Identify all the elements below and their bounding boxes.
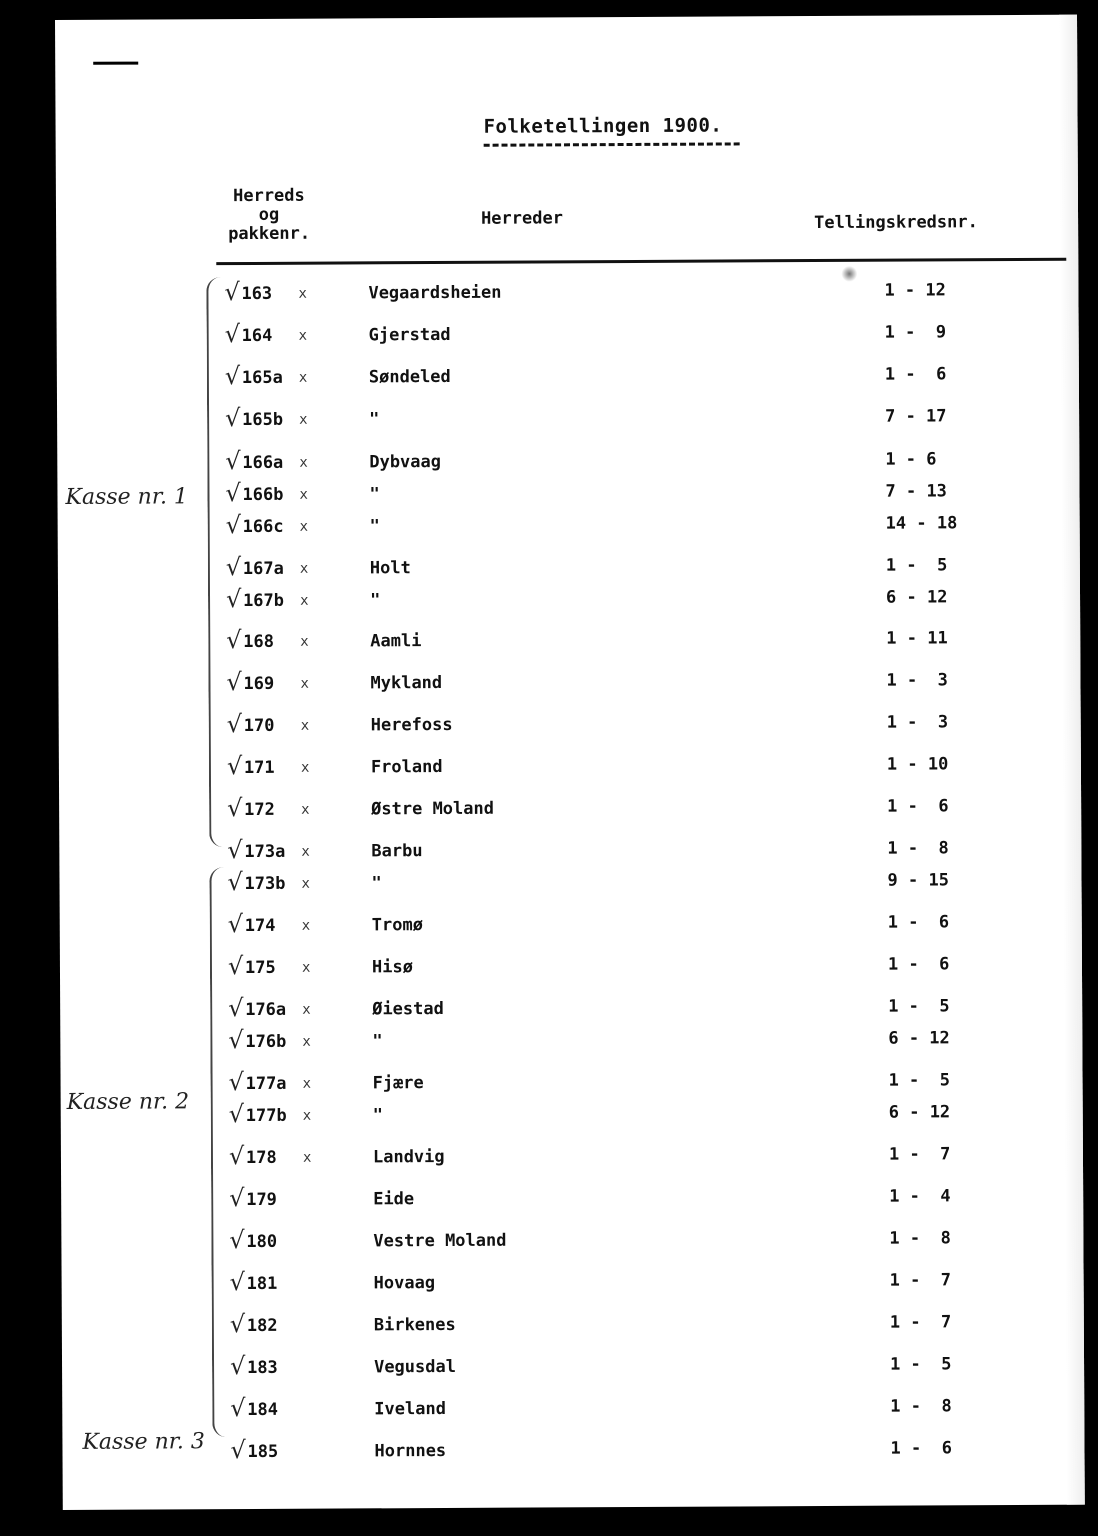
tellingskreds-range: 1 - 6 bbox=[887, 912, 950, 933]
pakke-number: 173b bbox=[244, 873, 286, 895]
herred-name: Hornnes bbox=[374, 1440, 447, 1462]
handwritten-x-mark: x bbox=[300, 592, 309, 609]
checkmark-icon: √ bbox=[227, 794, 243, 823]
checkmark-icon: √ bbox=[224, 278, 240, 307]
tellingskreds-range: 1 - 6 bbox=[887, 796, 949, 817]
checkmark-icon: √ bbox=[225, 585, 242, 614]
tellingskreds-range: 1 - 3 bbox=[886, 670, 948, 691]
header-herreds-pakkenr bbox=[214, 187, 324, 245]
herred-name: Herefoss bbox=[370, 714, 453, 736]
pakke-number: 182 bbox=[246, 1315, 278, 1337]
tellingskreds-range: 1 - 9 bbox=[884, 322, 947, 343]
checkmark-icon: √ bbox=[226, 752, 243, 781]
pakke-number: 175 bbox=[244, 957, 276, 979]
checkmark-icon: √ bbox=[224, 320, 241, 349]
checkmark-icon: √ bbox=[230, 1394, 246, 1423]
handwritten-x-mark: x bbox=[302, 1001, 311, 1018]
tellingskreds-range: 6 - 12 bbox=[888, 1102, 951, 1123]
pakke-number: 171 bbox=[243, 757, 275, 779]
handwritten-x-mark: x bbox=[299, 411, 308, 428]
checkmark-icon: √ bbox=[230, 1436, 246, 1465]
pakke-number: 169 bbox=[243, 673, 275, 695]
tellingskreds-range: 1 - 6 bbox=[887, 954, 950, 975]
handwritten-x-mark: x bbox=[301, 875, 311, 892]
handwritten-x-mark: x bbox=[299, 486, 308, 503]
handwritten-x-mark: x bbox=[301, 917, 311, 934]
handwritten-x-mark: x bbox=[302, 1149, 312, 1166]
pakke-number: 177a bbox=[245, 1073, 287, 1095]
table-row bbox=[62, 1438, 1062, 1473]
herred-name: " bbox=[369, 516, 380, 537]
herred-name: Gjerstad bbox=[368, 324, 451, 346]
herred-name: Vestre Moland bbox=[373, 1230, 507, 1252]
herred-name: Aamli bbox=[370, 631, 422, 652]
pakke-number: 185 bbox=[247, 1441, 279, 1463]
tellingskreds-range: 1 - 10 bbox=[886, 754, 949, 775]
checkmark-icon: √ bbox=[227, 952, 244, 981]
checkmark-icon: √ bbox=[226, 668, 242, 697]
pakke-number: 167b bbox=[242, 590, 285, 612]
tellingskreds-range: 1 - 5 bbox=[889, 1354, 952, 1375]
checkmark-icon: √ bbox=[227, 868, 243, 897]
herred-name: Froland bbox=[370, 756, 443, 778]
document-page bbox=[55, 15, 1085, 1510]
checkmark-icon: √ bbox=[228, 1142, 245, 1171]
tellingskreds-range: 1 - 7 bbox=[888, 1144, 951, 1165]
herred-name: " bbox=[369, 484, 380, 505]
handwritten-x-mark: x bbox=[301, 843, 310, 860]
herred-name: " bbox=[371, 873, 382, 894]
checkmark-icon: √ bbox=[225, 511, 242, 540]
herred-name: Vegaardsheien bbox=[368, 282, 502, 304]
pakke-number: 165b bbox=[242, 409, 284, 431]
tellingskreds-range: 1 - 5 bbox=[888, 1070, 951, 1091]
pakke-number: 174 bbox=[244, 915, 276, 937]
pakke-number: 172 bbox=[244, 799, 275, 821]
pakke-number: 180 bbox=[246, 1231, 278, 1253]
checkmark-icon: √ bbox=[229, 1268, 245, 1297]
checkmark-icon: √ bbox=[229, 1226, 245, 1255]
herred-name: Hovaag bbox=[373, 1273, 436, 1294]
handwritten-x-mark: x bbox=[298, 285, 307, 302]
checkmark-icon: √ bbox=[229, 1352, 246, 1381]
header-col1-line2: og bbox=[258, 204, 280, 225]
pakke-number: 165a bbox=[241, 367, 283, 389]
handwritten-x-mark: x bbox=[301, 959, 311, 976]
checkmark-icon: √ bbox=[229, 1310, 246, 1339]
herred-name: " bbox=[372, 1031, 383, 1052]
pakke-number: 166a bbox=[242, 452, 284, 474]
herred-name: Østre Moland bbox=[371, 798, 495, 820]
pakke-number: 177b bbox=[245, 1105, 287, 1127]
herred-name: Søndeled bbox=[368, 366, 451, 388]
herred-name: Fjære bbox=[372, 1073, 424, 1094]
tellingskreds-range: 1 - 6 bbox=[890, 1438, 952, 1459]
checkmark-icon: √ bbox=[225, 553, 242, 582]
checkmark-icon: √ bbox=[228, 994, 244, 1023]
handwritten-x-mark: x bbox=[299, 454, 308, 471]
herred-name: Hisø bbox=[371, 957, 413, 978]
header-col1-line1: Herreds bbox=[233, 185, 305, 207]
herred-name: Eide bbox=[373, 1189, 415, 1210]
checkmark-icon: √ bbox=[225, 447, 241, 476]
herred-name: Landvig bbox=[372, 1146, 445, 1168]
checkmark-icon: √ bbox=[228, 1068, 244, 1097]
pakke-number: 166c bbox=[242, 516, 284, 538]
pakke-number: 163 bbox=[241, 283, 273, 305]
header-herreder: Herreder bbox=[480, 208, 563, 229]
handwritten-x-mark: x bbox=[300, 633, 309, 650]
handwritten-x-mark: x bbox=[298, 327, 308, 344]
handwritten-x-mark: x bbox=[299, 560, 309, 577]
pakke-number: 164 bbox=[241, 325, 273, 347]
pakke-number: 176a bbox=[245, 999, 287, 1021]
pakke-number: 167a bbox=[242, 558, 284, 580]
kasse1-label: Kasse nr. 1 bbox=[65, 484, 188, 510]
pakke-number: 176b bbox=[245, 1031, 287, 1053]
pakke-number: 170 bbox=[243, 715, 275, 737]
herred-name: " bbox=[369, 590, 381, 611]
tellingskreds-range: 7 - 17 bbox=[885, 406, 947, 427]
kasse3-label: Kasse nr. 3 bbox=[82, 1429, 205, 1455]
pakke-number: 173a bbox=[244, 841, 286, 863]
header-col1-line3: pakkenr. bbox=[228, 223, 311, 245]
herred-name: Øiestad bbox=[372, 998, 444, 1020]
page-edge-shadow bbox=[1059, 15, 1085, 1505]
handwritten-x-mark: x bbox=[302, 1107, 312, 1124]
checkmark-icon: √ bbox=[227, 836, 243, 865]
pakke-number: 184 bbox=[247, 1399, 279, 1421]
kasse2-bracket bbox=[209, 867, 228, 1437]
document-title: Folketellingen 1900. bbox=[483, 114, 723, 138]
table-row bbox=[59, 838, 1059, 873]
handwritten-x-mark: x bbox=[301, 801, 310, 818]
kasse2-label: Kasse nr. 2 bbox=[66, 1089, 190, 1115]
tellingskreds-range: 9 - 15 bbox=[887, 870, 949, 891]
tellingskreds-range: 1 - 5 bbox=[885, 555, 948, 576]
tellingskreds-range: 7 - 13 bbox=[885, 481, 947, 502]
tellingskreds-range: 1 - 6 bbox=[885, 449, 937, 470]
checkmark-icon: √ bbox=[228, 1100, 245, 1129]
tellingskreds-range: 14 - 18 bbox=[885, 513, 958, 534]
pakke-number: 178 bbox=[245, 1147, 277, 1169]
handwritten-x-mark: x bbox=[302, 1075, 312, 1092]
handwritten-x-mark: x bbox=[298, 369, 308, 386]
handwritten-x-mark: x bbox=[299, 518, 309, 535]
header-rule bbox=[216, 258, 1066, 265]
tellingskreds-range: 1 - 12 bbox=[884, 280, 946, 301]
tellingskreds-range: 1 - 8 bbox=[887, 838, 949, 859]
herred-name: Iveland bbox=[374, 1398, 446, 1420]
herred-name: " bbox=[369, 409, 380, 430]
herred-name: Birkenes bbox=[373, 1314, 456, 1336]
checkmark-icon: √ bbox=[226, 710, 243, 739]
herred-name: Tromø bbox=[371, 915, 423, 936]
corner-dash-mark bbox=[93, 62, 138, 65]
tellingskreds-range: 1 - 6 bbox=[884, 364, 947, 385]
checkmark-icon: √ bbox=[224, 362, 241, 391]
tellingskreds-range: 6 - 12 bbox=[888, 1028, 950, 1049]
tellingskreds-range: 1 - 11 bbox=[886, 628, 948, 649]
title-underline bbox=[484, 142, 740, 146]
header-tellingskredsnr: Tellingskredsnr. bbox=[814, 212, 978, 234]
checkmark-icon: √ bbox=[228, 1026, 244, 1055]
herred-name: Dybvaag bbox=[369, 451, 442, 473]
tellingskreds-range: 6 - 12 bbox=[885, 587, 948, 608]
pakke-number: 181 bbox=[246, 1273, 278, 1295]
tellingskreds-range: 1 - 4 bbox=[889, 1186, 951, 1207]
checkmark-icon: √ bbox=[229, 1184, 245, 1213]
pakke-number: 168 bbox=[243, 631, 275, 653]
tellingskreds-range: 1 - 7 bbox=[889, 1312, 952, 1333]
herred-name: Barbu bbox=[371, 841, 423, 862]
herred-name: Mykland bbox=[370, 672, 443, 694]
tellingskreds-range: 1 - 8 bbox=[890, 1396, 952, 1417]
checkmark-icon: √ bbox=[225, 404, 241, 433]
herred-name: " bbox=[372, 1105, 384, 1126]
pakke-number: 179 bbox=[246, 1189, 277, 1211]
handwritten-x-mark: x bbox=[302, 1033, 311, 1050]
tellingskreds-range: 1 - 3 bbox=[886, 712, 949, 733]
checkmark-icon: √ bbox=[227, 910, 244, 939]
handwritten-x-mark: x bbox=[300, 675, 309, 692]
tellingskreds-range: 1 - 7 bbox=[889, 1270, 952, 1291]
kasse1-bracket bbox=[206, 277, 225, 847]
pakke-number: 183 bbox=[247, 1357, 278, 1379]
checkmark-icon: √ bbox=[226, 626, 242, 655]
tellingskreds-range: 1 - 5 bbox=[888, 996, 950, 1017]
ink-stain bbox=[841, 266, 857, 282]
handwritten-x-mark: x bbox=[300, 717, 310, 734]
herred-name: Holt bbox=[369, 558, 411, 579]
checkmark-icon: √ bbox=[225, 479, 241, 508]
tellingskreds-range: 1 - 8 bbox=[889, 1228, 951, 1249]
pakke-number: 166b bbox=[242, 484, 284, 506]
herred-name: Vegusdal bbox=[374, 1356, 457, 1378]
handwritten-x-mark: x bbox=[300, 759, 310, 776]
